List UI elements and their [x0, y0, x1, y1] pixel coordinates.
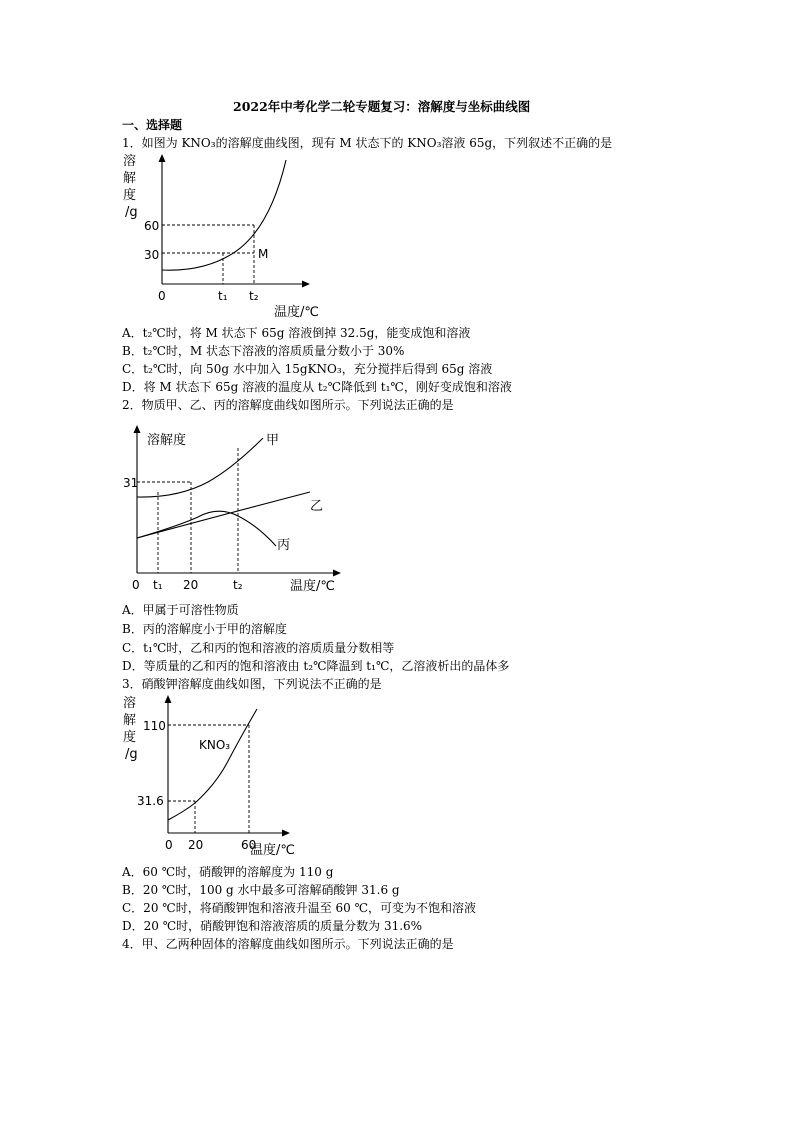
q3-x-axis-arrow [282, 830, 290, 837]
q1-xtick-t2: t₂ [249, 289, 259, 303]
q3-series-label: KNO₃ [199, 738, 231, 752]
q1-ylabel-3: 度 [123, 188, 137, 203]
q3-xtick-20: 20 [188, 838, 204, 852]
q1-ytick-60: 60 [144, 219, 160, 233]
q3-option-d: D．20 ℃时，硝酸钾饱和溶液溶质的质量分数为 31.6% [122, 919, 423, 933]
q2-y-axis-arrow [134, 425, 141, 433]
q3-option-c: C．20 ℃时，将硝酸钾饱和溶液升温至 60 ℃，可变为不饱和溶液 [122, 901, 477, 915]
q1-option-a: A．t₂℃时，将 M 状态下 65g 溶液倒掉 32.5g，能变成饱和溶液 [122, 326, 471, 340]
q3-xtick-0: 0 [165, 838, 173, 852]
q2-xtick-t2: t₂ [233, 578, 243, 592]
q2-series-yi [137, 492, 310, 538]
question-3-chart [115, 693, 315, 863]
q2-xtick-20: 20 [183, 578, 199, 592]
q3-ytick-110: 110 [143, 719, 166, 733]
q2-option-b: B．丙的溶解度小于甲的溶解度 [122, 622, 287, 636]
q1-y-axis-arrow [159, 154, 166, 162]
q3-ylabel-1: 溶 [123, 696, 137, 711]
q1-ylabel-1: 溶 [123, 154, 137, 169]
q3-xtick-60: 60 [241, 838, 257, 852]
q1-xtick-t1: t₁ [218, 289, 228, 303]
q2-xtick-t1: t₁ [153, 578, 163, 592]
q2-option-a: A．甲属于可溶性物质 [122, 603, 239, 617]
q1-ylabel-2: 解 [123, 171, 137, 186]
q1-option-b: B．t₂℃时，M 状态下溶液的溶质质量分数小于 30% [122, 344, 405, 358]
q2-x-axis-arrow [333, 570, 341, 577]
q3-ylabel-2: 解 [123, 713, 137, 728]
q2-xlabel: 温度/℃ [290, 579, 335, 594]
q1-point-m-label: M [258, 247, 269, 261]
page-title: 2022年中考化学二轮专题复习：溶解度与坐标曲线图 [233, 99, 531, 114]
q3-option-b: B．20 ℃时，100 g 水中最多可溶解硝酸钾 31.6 g [122, 883, 400, 897]
section-heading: 一、选择题 [122, 118, 183, 132]
question-1-stem: 1．如图为 KNO₃的溶解度曲线图，现有 M 状态下的 KNO₃溶液 65g，下列叙述不正确的是 [122, 136, 613, 150]
q2-option-c: C．t₁℃时，乙和丙的饱和溶液的溶质质量分数相等 [122, 641, 395, 655]
q1-x-axis-arrow [302, 281, 310, 288]
q3-ytick-31-6: 31.6 [137, 794, 164, 808]
q3-ylabel-3: 度 [123, 730, 137, 745]
q3-option-a: A．60 ℃时，硝酸钾的溶解度为 110 g [122, 865, 334, 879]
q1-xtick-0: 0 [158, 289, 166, 303]
question-3-stem: 3．硝酸钾溶解度曲线如图，下列说法不正确的是 [122, 677, 382, 691]
question-4-stem: 4．甲、乙两种固体的溶解度曲线如图所示。下列说法正确的是 [122, 937, 454, 951]
q3-ylabel-4: /g [125, 747, 138, 762]
q2-ytick-31: 31 [123, 476, 139, 490]
question-2-chart [118, 420, 358, 595]
q2-xtick-0: 0 [132, 578, 140, 592]
q2-label-jia: 甲 [266, 433, 280, 448]
q1-ylabel-4: /g [125, 205, 138, 220]
q2-label-bing: 丙 [277, 538, 291, 553]
q3-y-axis-arrow [165, 695, 172, 703]
q1-xlabel: 温度/℃ [274, 305, 319, 320]
q2-option-d: D．等质量的乙和丙的饱和溶液由 t₂℃降温到 t₁℃，乙溶液析出的晶体多 [122, 659, 510, 673]
q1-option-d: D．将 M 状态下 65g 溶液的温度从 t₂℃降低到 t₁℃，刚好变成饱和溶液 [122, 380, 512, 394]
q2-ylabel: 溶解度 [147, 433, 187, 448]
q1-option-c: C．t₂℃时，向 50g 水中加入 15gKNO₃，充分搅拌后得到 65g 溶液 [122, 362, 493, 376]
question-2-stem: 2．物质甲、乙、丙的溶解度曲线如图所示。下列说法正确的是 [122, 398, 454, 412]
q2-label-yi: 乙 [310, 499, 324, 514]
q3-xlabel: 温度/℃ [250, 843, 295, 858]
q1-ytick-30: 30 [144, 248, 160, 262]
q3-kno3-curve [168, 709, 257, 820]
question-1-chart [115, 150, 355, 320]
